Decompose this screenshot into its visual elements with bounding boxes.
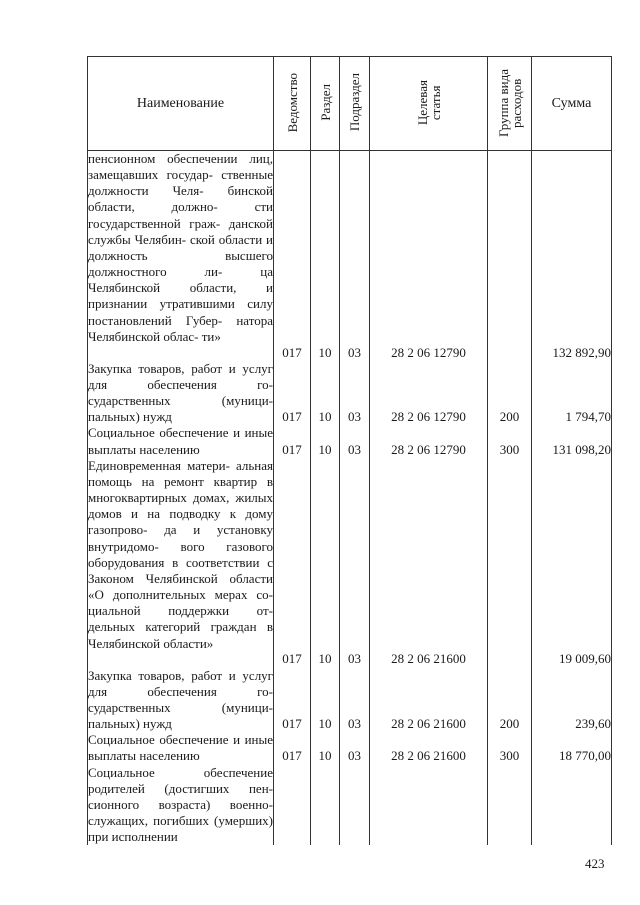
cell-summa bbox=[532, 458, 612, 668]
cell-podrazdel bbox=[340, 765, 370, 846]
table-row bbox=[88, 765, 612, 846]
cell-razdel-value: 10 bbox=[318, 716, 332, 732]
cell-razdel-value: 10 bbox=[318, 409, 332, 425]
name-line: сионного возраста) военно- bbox=[88, 796, 273, 812]
cell-podrazdel bbox=[340, 151, 370, 361]
name-line: лиц, замещавших государ- bbox=[88, 151, 273, 183]
cell-razdel bbox=[311, 458, 340, 668]
header-gruppa-vida-raskhodov: Группа вида расходов bbox=[488, 57, 532, 151]
cell-podrazdel bbox=[340, 732, 370, 764]
cell-tselevaya-statya-value: 28 2 06 12790 bbox=[391, 441, 466, 457]
header-vedomstvo: Ведомство bbox=[274, 57, 311, 151]
cell-tselevaya-statya bbox=[370, 361, 488, 426]
cell-summa bbox=[532, 668, 612, 733]
cell-razdel bbox=[311, 668, 340, 733]
cell-vedomstvo bbox=[274, 765, 311, 846]
cell-tselevaya-statya-value: 28 2 06 21600 bbox=[391, 651, 466, 667]
name-line: ца Челябинской области, и bbox=[88, 264, 273, 296]
cell-gruppa-vida-raskhodov-value: 300 bbox=[499, 441, 520, 457]
name-line: бинской области, должно- bbox=[88, 183, 273, 215]
table-row bbox=[88, 668, 612, 733]
cell-razdel-value: 10 bbox=[318, 344, 332, 360]
name-line: иные выплаты населению bbox=[88, 425, 273, 457]
cell-podrazdel-value: 03 bbox=[348, 651, 361, 667]
cell-vedomstvo bbox=[274, 361, 311, 426]
cell-gruppa-vida-raskhodov bbox=[488, 361, 532, 426]
cell-podrazdel bbox=[340, 458, 370, 668]
cell-gruppa-vida-raskhodov bbox=[488, 425, 532, 457]
name-line: высшего должностного ли- bbox=[88, 247, 273, 280]
name-line: в соответствии с Законом bbox=[88, 554, 273, 586]
name-line: натора Челябинской облас- bbox=[88, 312, 273, 344]
cell-gruppa-vida-raskhodov bbox=[488, 732, 532, 764]
cell-razdel bbox=[311, 151, 340, 361]
table-row bbox=[88, 425, 612, 457]
name-line: иные выплаты населению bbox=[88, 732, 273, 764]
header-tselevaya-statya: Целевая статья bbox=[370, 57, 488, 151]
table-row bbox=[88, 732, 612, 764]
cell-razdel bbox=[311, 732, 340, 764]
name-line: родителей (достигших пен- bbox=[88, 780, 273, 796]
cell-tselevaya-statya-value: 28 2 06 21600 bbox=[391, 748, 466, 764]
row-name bbox=[88, 668, 274, 733]
name-line: служащих, погибших bbox=[88, 813, 209, 829]
cell-vedomstvo bbox=[274, 668, 311, 733]
table-body bbox=[88, 151, 612, 846]
name-line: пальных) нужд bbox=[88, 716, 172, 732]
cell-razdel-value: 10 bbox=[318, 441, 332, 457]
cell-vedomstvo-value: 017 bbox=[282, 716, 302, 732]
cell-podrazdel bbox=[340, 425, 370, 457]
name-line: Закупка товаров, работ и bbox=[88, 667, 236, 683]
cell-tselevaya-statya bbox=[370, 151, 488, 361]
cell-vedomstvo bbox=[274, 151, 311, 361]
name-line: Социальное обеспечение и bbox=[88, 732, 241, 748]
name-line: дельных категорий граждан bbox=[88, 619, 257, 635]
cell-gruppa-vida-raskhodov bbox=[488, 765, 532, 846]
name-line: (умерших) при исполнении bbox=[88, 813, 273, 845]
name-line: Социальное обеспечение и bbox=[88, 425, 241, 441]
cell-gruppa-vida-raskhodov bbox=[488, 151, 532, 361]
name-line: услуг для обеспечения го- bbox=[88, 667, 274, 699]
cell-summa-value: 18 770,00 bbox=[559, 748, 611, 764]
budget-table bbox=[87, 56, 612, 845]
name-line: сударственных (муници- bbox=[88, 699, 273, 715]
cell-tselevaya-statya bbox=[370, 425, 488, 457]
name-line: данской службы Челябин- bbox=[88, 215, 273, 247]
cell-summa-value: 131 098,20 bbox=[552, 441, 611, 457]
cell-vedomstvo bbox=[274, 732, 311, 764]
name-line: пальных) нужд bbox=[88, 409, 172, 425]
table-row bbox=[88, 151, 612, 361]
cell-vedomstvo-value: 017 bbox=[282, 441, 302, 457]
cell-vedomstvo-value: 017 bbox=[282, 748, 302, 764]
cell-podrazdel-value: 03 bbox=[348, 716, 361, 732]
cell-vedomstvo bbox=[274, 425, 311, 457]
cell-gruppa-vida-raskhodov-value: 200 bbox=[499, 409, 520, 425]
name-line: в Челябинской области» bbox=[88, 619, 274, 651]
name-line: квартир в многоквартирных bbox=[88, 473, 273, 506]
cell-razdel bbox=[311, 361, 340, 426]
name-line: Закупка товаров, работ и bbox=[88, 360, 236, 376]
cell-razdel bbox=[311, 425, 340, 457]
header-podrazdel: Подраздел bbox=[340, 57, 370, 151]
name-line: домах, жилых домов и на bbox=[88, 490, 273, 522]
cell-razdel bbox=[311, 765, 340, 846]
name-line: циальной поддержки от- bbox=[88, 603, 273, 619]
name-line: признании утратившими bbox=[88, 296, 235, 312]
header-razdel: Раздел bbox=[311, 57, 340, 151]
cell-summa-value: 239,60 bbox=[575, 716, 611, 732]
cell-summa bbox=[532, 425, 612, 457]
cell-tselevaya-statya-value: 28 2 06 21600 bbox=[391, 716, 466, 732]
row-name bbox=[88, 732, 274, 764]
cell-vedomstvo-value: 017 bbox=[282, 344, 302, 360]
cell-podrazdel-value: 03 bbox=[348, 748, 361, 764]
cell-podrazdel-value: 03 bbox=[348, 344, 361, 360]
row-name bbox=[88, 151, 274, 361]
cell-tselevaya-statya bbox=[370, 668, 488, 733]
cell-gruppa-vida-raskhodov bbox=[488, 458, 532, 668]
table-row bbox=[88, 361, 612, 426]
row-name bbox=[88, 458, 274, 668]
cell-summa-value: 1 794,70 bbox=[565, 409, 611, 425]
name-line: ти» bbox=[201, 328, 221, 344]
cell-summa bbox=[532, 732, 612, 764]
table-header bbox=[88, 57, 612, 151]
cell-summa bbox=[532, 151, 612, 361]
name-line: ской области и должность bbox=[88, 231, 273, 263]
name-line: вого газового оборудования bbox=[88, 538, 274, 570]
cell-podrazdel-value: 03 bbox=[348, 409, 361, 425]
cell-summa-value: 19 009,60 bbox=[559, 651, 611, 667]
page-number: 423 bbox=[585, 856, 605, 871]
cell-gruppa-vida-raskhodov bbox=[488, 668, 532, 733]
name-line: Единовременная матери- bbox=[88, 457, 230, 473]
cell-podrazdel-value: 03 bbox=[348, 441, 361, 457]
name-line: да и установку внутридомо- bbox=[88, 522, 274, 554]
row-name bbox=[88, 361, 274, 426]
table-row bbox=[88, 458, 612, 668]
cell-vedomstvo-value: 017 bbox=[282, 409, 302, 425]
name-line: сударственных (муници- bbox=[88, 393, 273, 409]
name-line: ственные должности Челя- bbox=[88, 167, 273, 199]
cell-tselevaya-statya bbox=[370, 732, 488, 764]
name-line: дополнительных мерах со- bbox=[112, 587, 274, 603]
cell-razdel-value: 10 bbox=[318, 651, 332, 667]
name-line: услуг для обеспечения го- bbox=[88, 360, 274, 392]
name-line: Челябинской области «О bbox=[88, 570, 273, 603]
row-name bbox=[88, 765, 274, 846]
name-line: сти государственной граж- bbox=[88, 199, 274, 231]
cell-summa bbox=[532, 765, 612, 846]
cell-summa bbox=[532, 361, 612, 426]
row-name bbox=[88, 425, 274, 457]
name-line: Социальное обеспечение bbox=[88, 764, 273, 780]
cell-tselevaya-statya-value: 28 2 06 12790 bbox=[391, 344, 466, 360]
cell-podrazdel bbox=[340, 361, 370, 426]
cell-summa-value: 132 892,90 bbox=[552, 344, 611, 360]
cell-tselevaya-statya bbox=[370, 458, 488, 668]
name-line: подводку к дому газопрово- bbox=[88, 506, 274, 538]
cell-podrazdel bbox=[340, 668, 370, 733]
cell-vedomstvo-value: 017 bbox=[282, 651, 302, 667]
header-summa: Сумма bbox=[532, 57, 612, 151]
cell-tselevaya-statya bbox=[370, 765, 488, 846]
name-line: альная помощь на ремонт bbox=[88, 457, 273, 489]
name-line: силу постановлений Губер- bbox=[88, 296, 273, 328]
cell-vedomstvo bbox=[274, 458, 311, 668]
name-line: пенсионном обеспечении bbox=[88, 151, 238, 166]
header-name: Наименование bbox=[88, 57, 274, 151]
cell-razdel-value: 10 bbox=[318, 748, 332, 764]
cell-gruppa-vida-raskhodov-value: 300 bbox=[499, 748, 520, 764]
cell-gruppa-vida-raskhodov-value: 200 bbox=[499, 716, 520, 732]
cell-tselevaya-statya-value: 28 2 06 12790 bbox=[391, 409, 466, 425]
